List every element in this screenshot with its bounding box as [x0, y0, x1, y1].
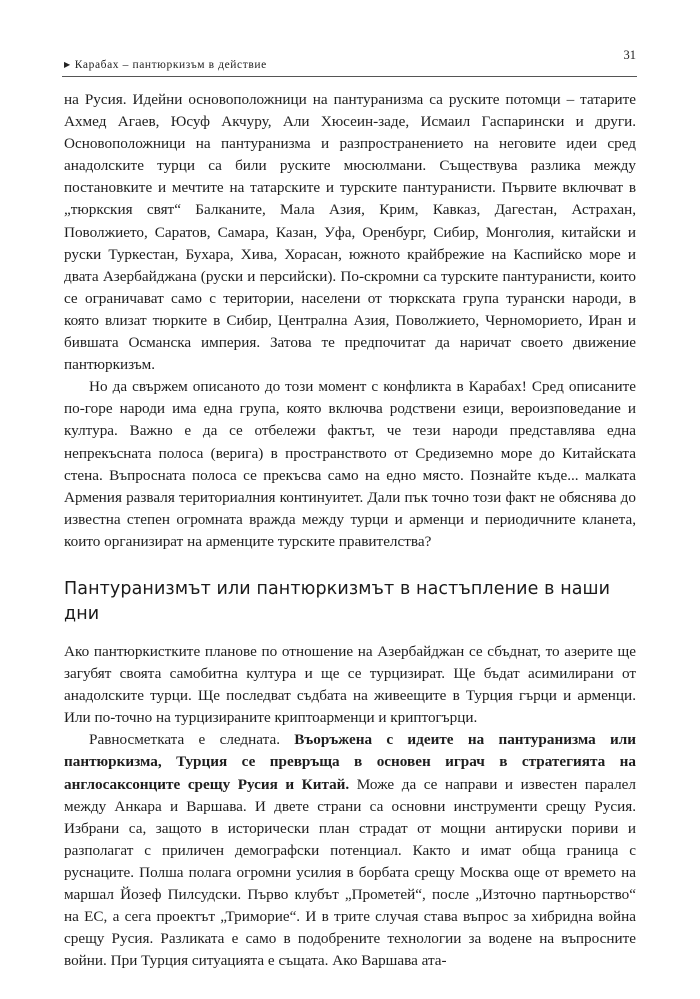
paragraph-1: на Русия. Идейни основоположници на пантуранизма са руските потомци – татарите Ахмед Агаев, Юсуф Акчуру, Али Хюсеин-заде, Исмаил Гаспарински и други. Основоположници на пантуранизма и разпространението на неговите идеи сред анадолските турци са били руските мюсюлмани. Съществува разлика между постановките и мечтите на татарските и турските пантуранисти. Първите включват в „тюркския свят“ Балканите, Мала Азия, Крим, Кавказ, Дагестан, Астрахан, Поволжието, Саратов, Самара, Казан, Уфа, Оренбург, Сибир, Монголия, китайски и руски Туркестан, Бухара, Хива, Хорасан, южното крайбрежие на Каспийско море и двата Азербайджана (руски и персийски). По-скромни са турските пантуранисти, които се ограничават само с територии, населени от тюркската група турански народи, в която влизат тюрките в Сибир, Централна Азия, Поволжието, Черноморието, Иран и бившата Османска империя. Затова те предпочитат да наричат своето движение пантюркизъм.: [64, 91, 636, 374]
paragraph-4: [64, 729, 636, 972]
paragraph-4-start: Равносметката е следната.: [89, 731, 295, 749]
paragraph-2: Но да свържем описаното до този момент с конфликта в Карабах! Сред описаните по-горе народи има една група, която включва родствени езици, вероизповедание и култура. Важно е да се отбележи фактът, че тези народи представлява една непрекъсната полоса (верига) в пространството от Средиземно море до Китайската стена. Въпросната полоса се прекъсва само на едно място. Познайте къде... малката Армения разваля териториалния континуитет. Дали пък точно този факт не обяснява до известна степен огромната вражда между турци и арменци и периодичните кланета, които организират на арменците турските правителства?: [64, 378, 636, 550]
header-rule: [62, 76, 637, 77]
paragraph-4-rest: Може да се направи и известен паралел между Анкара и Варшава. И двете страни са основни инструменти срещу Русия. Избрани са, защото в исторически план страдат от мощни антируски пориви и разполагат с приличен демографски потенциал. Както и имат обща граница с руснаците. Полша полага огромни усилия в борбата срещу Москва още от времето на маршал Йозеф Пилсудски. Първо клубът „Прометей“, после „Източно партньорство“ на ЕС, а сега проектът „Триморие“. И в трите случая става въпрос за хибридна война срещу Русия. Разликата е само в подобрените технологии за водене на въпросните войни. При Турция ситуацията е същата. Ако Варшава ата-: [64, 775, 636, 970]
arrow-right-icon: ▶: [64, 60, 71, 69]
page-number: 31: [623, 48, 636, 62]
running-head: [64, 59, 267, 71]
paragraph-3: Ако пантюркистките планове по отношение на Азербайджан се сбъднат, то азерите ще загубят своята самобитна култура и ще се турцизират. Ще бъдат асимилирани от анадолските турци. Ще последват съдбата на живеещите в Турция гърци и арменци. Или по-точно на турцизираните криптоарменци и криптогърци.: [64, 642, 636, 727]
page-body: [64, 89, 636, 972]
paragraph-4-bold: Въоръжена с идеите на пантуранизма или пантюркизма, Турция се превръща в основен играч в стратегията на англосаксонците срещу Русия и Китай.: [64, 731, 636, 793]
section-heading: Пантуранизмът или пантюркизмът в настъпление в наши дни: [64, 578, 611, 624]
running-title: Карабах – пантюркизъм в действие: [74, 59, 267, 71]
